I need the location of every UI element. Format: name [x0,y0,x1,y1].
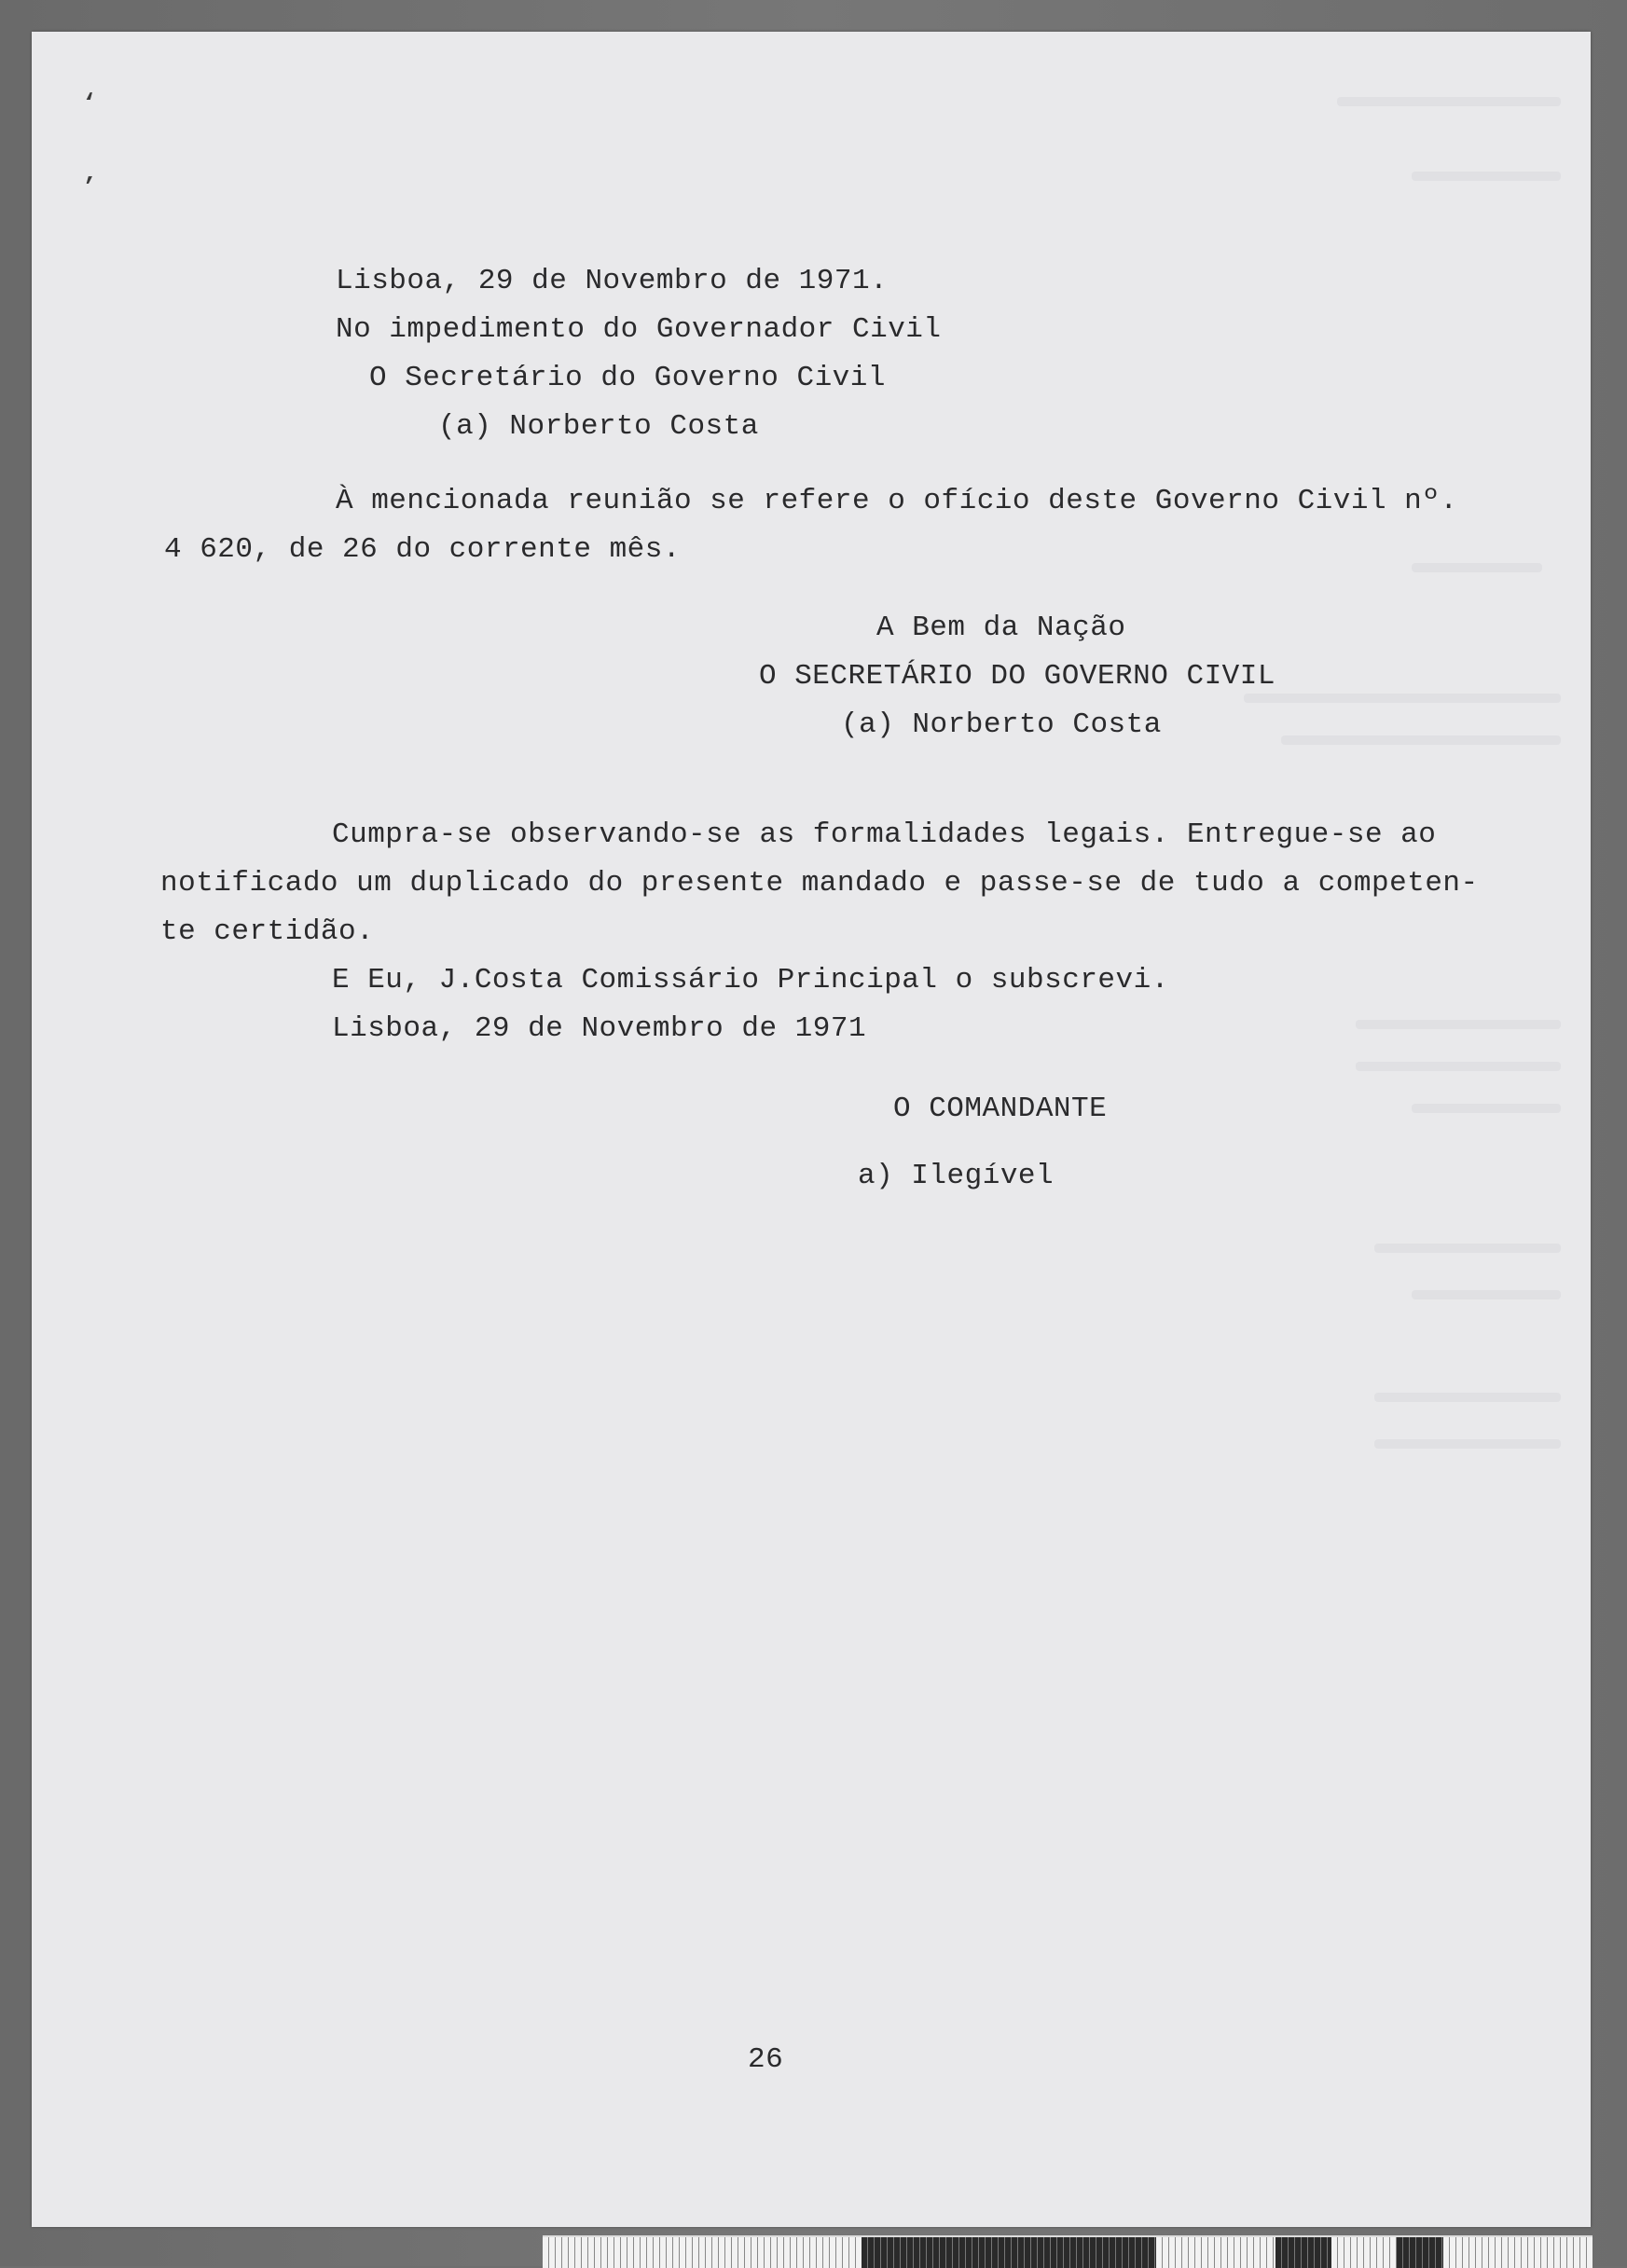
salutation: A Bem da Nação [876,612,1126,644]
scale-ruler [1331,2235,1397,2268]
signatory-signature: (a) Norberto Costa [841,708,1162,741]
page-number: 26 [748,2043,784,2076]
subscription-line: E Eu, J.Costa Comissário Principal o subscrevi. [332,964,1169,997]
commander-title: O COMANDANTE [893,1093,1108,1125]
scale-ruler [1275,2235,1331,2268]
scale-ruler [1397,2235,1443,2268]
paragraph-line: notificado um duplicado do presente mandado e passe-se de tudo a competen- [160,867,1479,900]
date-line: Lisboa, 29 de Novembro de 1971 [332,1012,867,1045]
commander-signature: a) Ilegível [858,1160,1055,1192]
bleed-through [1281,735,1561,745]
bleed-through [1374,1439,1561,1449]
secretary-signature: (a) Norberto Costa [438,410,759,443]
bleed-through [1412,563,1542,572]
paragraph-line: Cumpra-se observando-se as formalidades legais. Entregue-se ao [332,818,1437,851]
paragraph-line: te certidão. [160,915,375,948]
bleed-through [1374,1393,1561,1402]
document-page [32,32,1591,2227]
bleed-through [1356,1062,1561,1071]
bleed-through [1412,1290,1561,1299]
bleed-through [1244,694,1561,703]
scale-ruler [862,2235,1156,2268]
paragraph-line: 4 620, de 26 do corrente mês. [164,533,681,566]
impediment-line: No impedimento do Governador Civil [336,313,942,346]
bleed-through [1374,1244,1561,1253]
bleed-through [1412,1104,1561,1113]
scale-ruler [1156,2235,1275,2268]
bleed-through [1412,172,1561,181]
bleed-through [1337,97,1561,106]
scale-ruler [1443,2235,1593,2268]
margin-mark: ’ [82,173,97,201]
date-line: Lisboa, 29 de Novembro de 1971. [336,265,889,297]
bleed-through [1356,1020,1561,1029]
paragraph-line: À mencionada reunião se refere o ofício deste Governo Civil nº. [336,485,1458,517]
margin-mark: ‘ [82,89,97,117]
signatory-title: O SECRETÁRIO DO GOVERNO CIVIL [759,660,1275,693]
secretary-title: O Secretário do Governo Civil [369,362,886,394]
scale-ruler [543,2235,862,2268]
